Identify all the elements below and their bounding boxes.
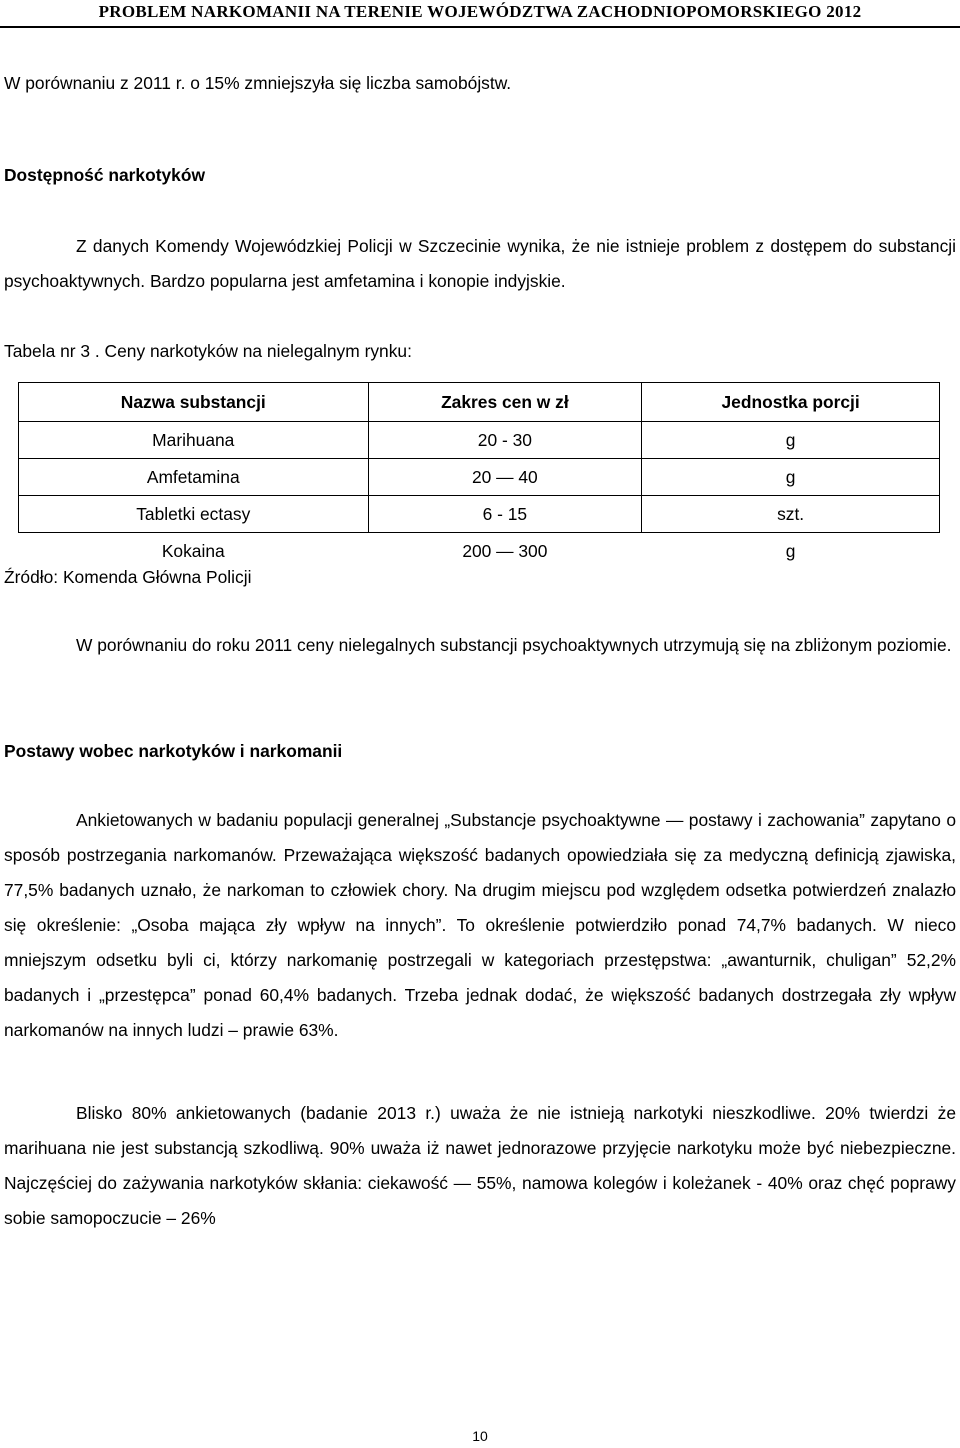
table-cell: Tabletki ectasy — [19, 496, 369, 533]
table-source: Źródło: Komenda Główna Policji — [4, 567, 252, 587]
header-rule — [0, 26, 960, 28]
table-row — [19, 459, 940, 496]
availability-paragraph: Z danych Komendy Wojewódzkiej Policji w Szczecinie wynika, że nie istnieje problem z dostępem do substancji psychoaktywnych. Bardzo popularna jest amfetamina i konopie indyjskie. — [4, 236, 956, 291]
table-header-cell: Zakres cen w zł — [368, 383, 642, 422]
comparison-paragraph: W porównaniu do roku 2011 ceny nielegalnych substancji psychoaktywnych utrzymują się na zbliżonym poziomie. — [76, 635, 952, 655]
attitudes-paragraph-2: Blisko 80% ankietowanych (badanie 2013 r.) uważa że nie istnieją narkotyki nieszkodliwe. 20% twierdzi że marihuana nie jest substancją szkodliwą. 90% uważa iż nawet jednorazowe przyjęcie narkotyku może być niebezpieczne. Najczęściej do zażywania narkotyków skłania: ciekawość — 55%, namowa kolegów i koleżanek - 40% oraz chęć poprawy sobie samopoczucie – 26% — [4, 1103, 956, 1228]
table-cell: Kokaina — [161, 540, 225, 561]
table-cell: Marihuana — [19, 422, 369, 459]
attitudes-paragraph-1: Ankietowanych w badaniu populacji generalnej „Substancje psychoaktywne — postawy i zachowania” zapytano o sposób postrzegania narkomanów. Przeważająca większość badanych opowiedziała się za medyczną definicją zjawiska, 77,5% badanych uznało, że narkoman to człowiek chory. Na drugim miejscu pod względem odsetka potwierdzeń znalazło się określenie: „Osoba mająca zły wpływ na innych”. To określenie potwierdziło ponad 74,7% badanych. W nieco mniejszym odsetku byli ci, którzy narkomanię postrzegali w kategoriach przestępstwa: „awanturnik, chuligan” 52,2% badanych i „przestępca” ponad 60,4% badanych. Trzeba jednak dodać, że większość badanych dostrzegała zły wpływ narkomanów na innych ludzi – prawie 63%. — [4, 810, 956, 1040]
table-cell: 6 - 15 — [368, 496, 642, 533]
running-header: PROBLEM NARKOMANII NA TERENIE WOJEWÓDZTWA ZACHODNIOPOMORSKIEGO 2012 — [98, 2, 862, 21]
table-header-cell: Nazwa substancji — [19, 383, 369, 422]
page-number: 10 — [472, 1428, 488, 1444]
drug-prices-table — [18, 382, 940, 569]
table-row — [19, 496, 940, 533]
table-row — [19, 422, 940, 459]
table-caption: Tabela nr 3 . Ceny narkotyków na nielegalnym rynku: — [4, 341, 412, 361]
intro-line: W porównaniu z 2011 r. o 15% zmniejszyła się liczba samobójstw. — [4, 73, 512, 93]
table-header-row — [19, 383, 940, 422]
table-cell: Amfetamina — [19, 459, 369, 496]
table-cell: 20 — 40 — [368, 459, 642, 496]
table-cell: 20 - 30 — [368, 422, 642, 459]
table-cell: 200 — 300 — [462, 540, 548, 561]
table-cell: g — [642, 459, 940, 496]
section-heading-availability: Dostępność narkotyków — [4, 165, 206, 185]
table-cell: g — [642, 422, 940, 459]
table-cell: g — [785, 540, 796, 561]
section-heading-attitudes: Postawy wobec narkotyków i narkomanii — [4, 741, 343, 761]
table-cell: szt. — [642, 496, 940, 533]
table-header-cell: Jednostka porcji — [642, 383, 940, 422]
